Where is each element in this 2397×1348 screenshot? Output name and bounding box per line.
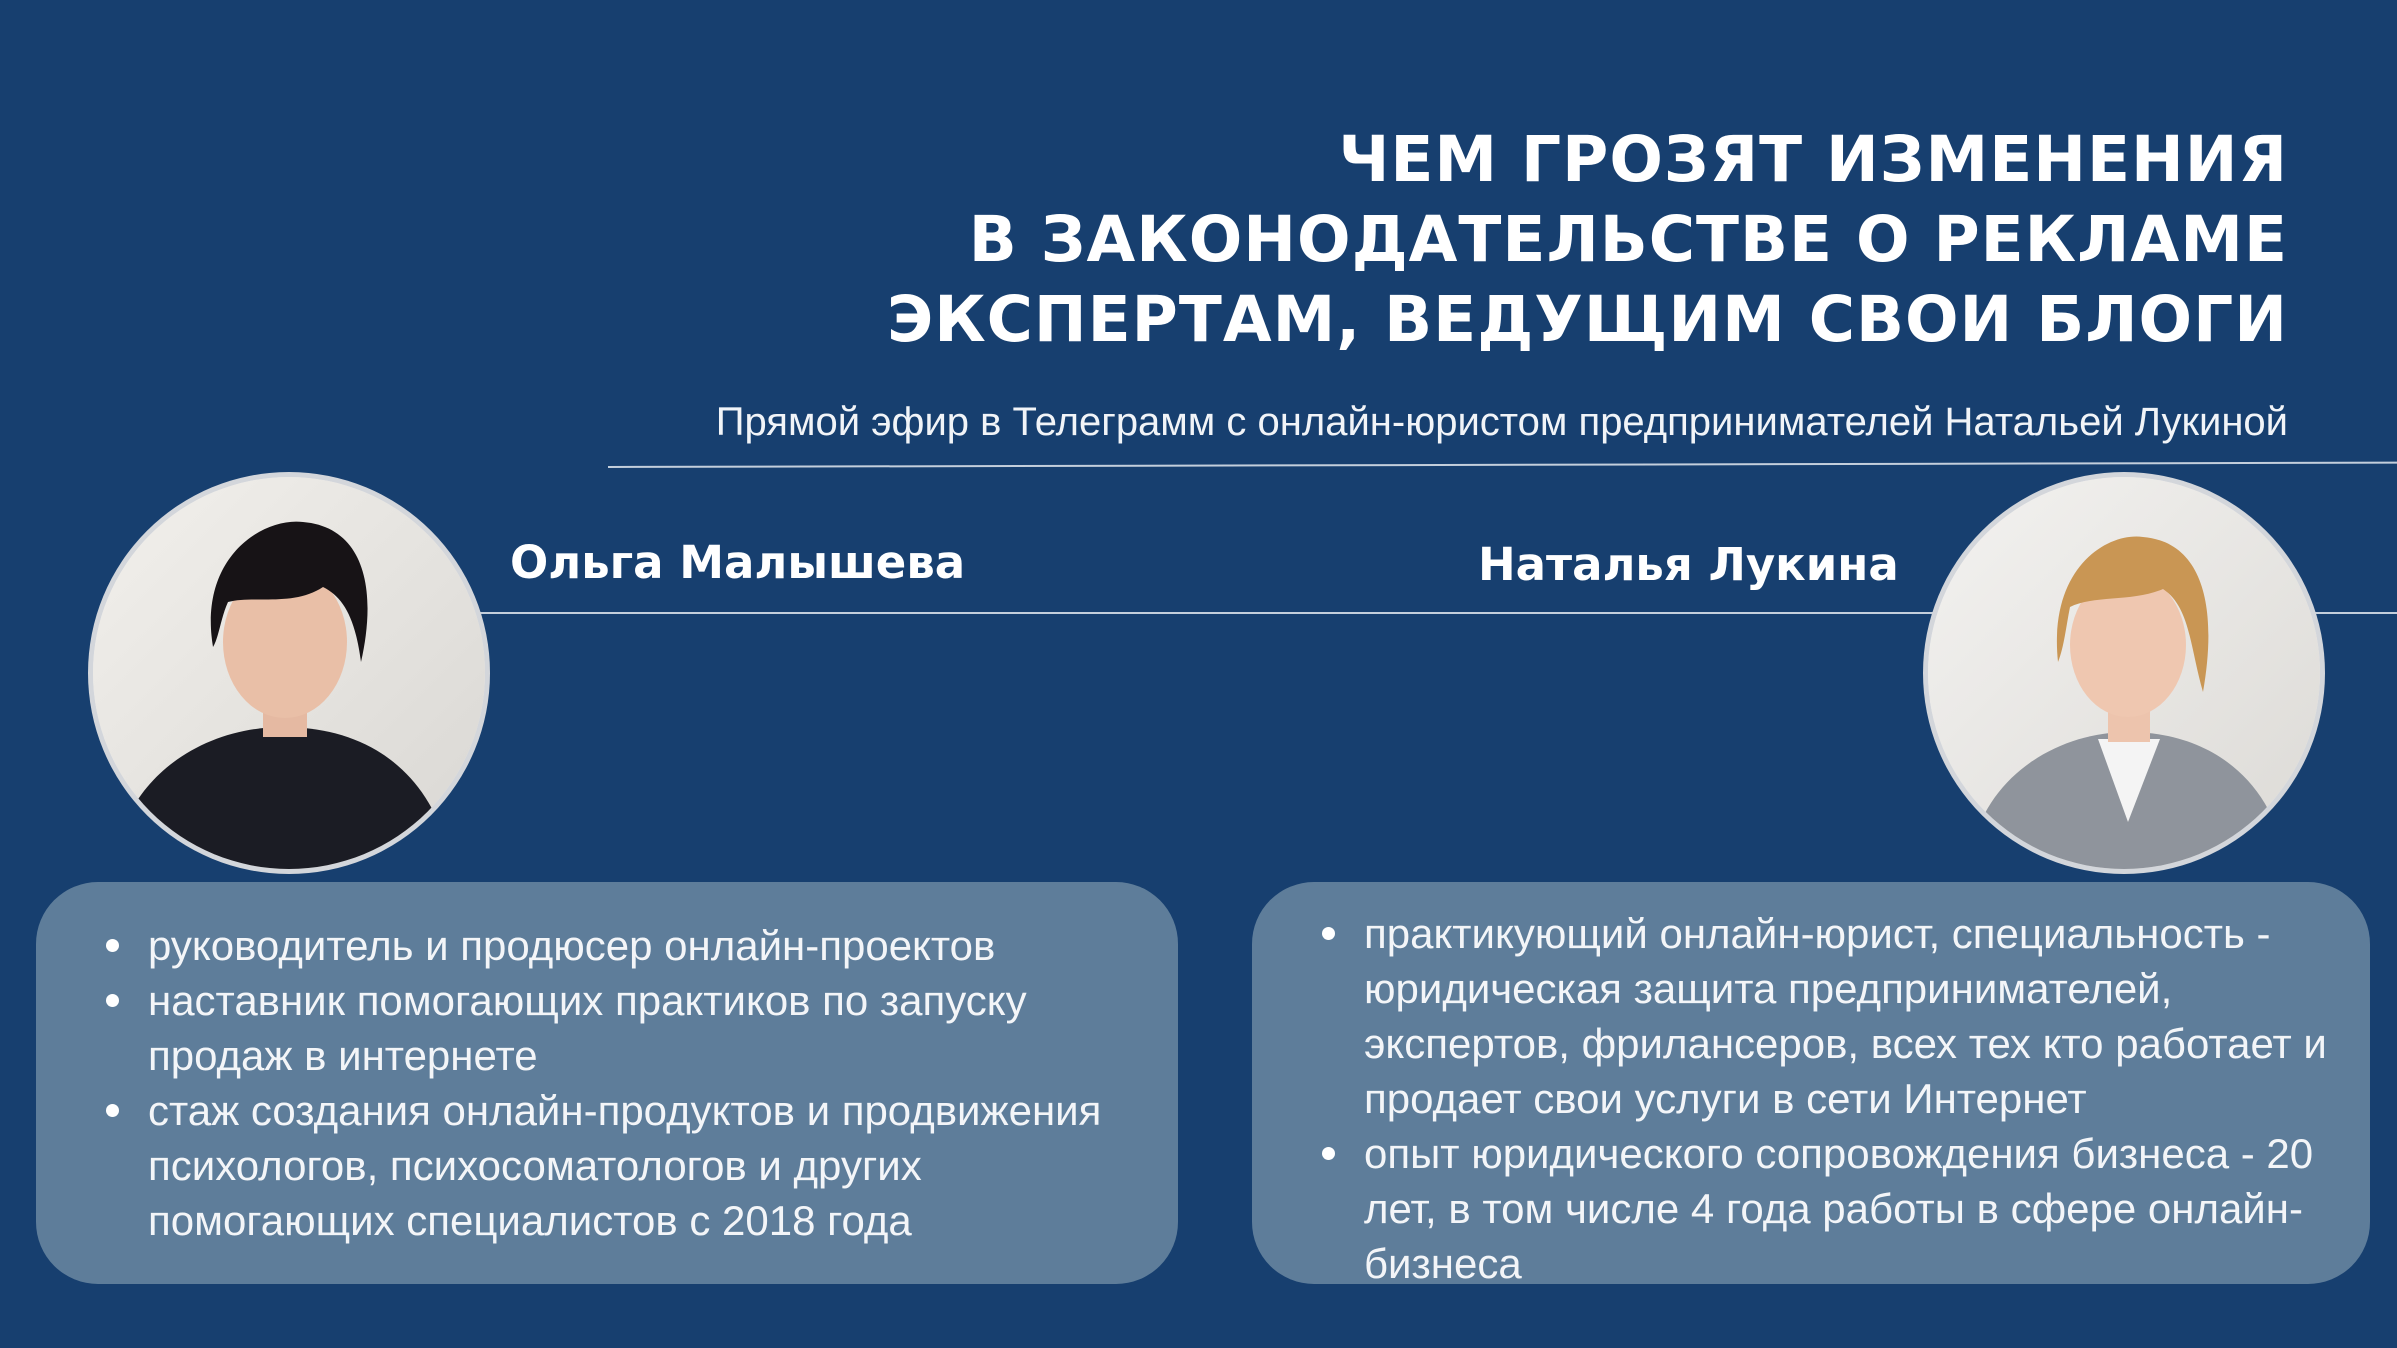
list-item-text: опыт юридического сопровождения бизнеса - 20 лет, в том числе 4 года работы в сфере онлайн-бизнеса <box>1364 1130 2314 1287</box>
list-item-text: стаж создания онлайн-продуктов и продвижения психологов, психосоматологов и других помогающих специалистов с 2018 года <box>148 1087 1102 1244</box>
speaker-right-card <box>1252 882 2370 1287</box>
portrait-photo-icon <box>1928 477 2320 869</box>
list-item <box>72 918 1138 973</box>
bullet-icon <box>1322 1147 1335 1160</box>
speaker-left-name: Ольга Малышева <box>510 536 966 589</box>
headline-line-1: ЧЕМ ГРОЗЯТ ИЗМЕНЕНИЯ <box>1338 123 2288 196</box>
headline-line-2: В ЗАКОНОДАТЕЛЬСТВЕ О РЕКЛАМЕ <box>968 203 2288 276</box>
bullet-icon <box>106 994 119 1007</box>
speaker-right-photo <box>1928 477 2320 869</box>
list-item <box>72 1083 1138 1248</box>
list-item <box>72 973 1138 1083</box>
headline <box>788 120 2288 360</box>
speaker-left-points <box>72 918 1138 1248</box>
subtitle: Прямой эфир в Телеграмм с онлайн-юристом предпринимателей Натальей Лукиной <box>715 400 2288 444</box>
speaker-left-photo <box>93 477 485 869</box>
speaker-right-name: Наталья Лукина <box>1478 538 1899 591</box>
portrait-photo-icon <box>93 477 485 869</box>
bullet-icon <box>106 1104 119 1117</box>
bullet-icon <box>1322 927 1335 940</box>
list-item <box>1288 1126 2334 1291</box>
bullet-icon <box>106 939 119 952</box>
list-item <box>1288 906 2334 1126</box>
list-item-text: наставник помогающих практиков по запуску продаж в интернете <box>148 977 1027 1079</box>
divider-top <box>608 462 2397 468</box>
headline-line-3: ЭКСПЕРТАМ, ВЕДУЩИМ СВОИ БЛОГИ <box>886 283 2288 356</box>
list-item-text: практикующий онлайн-юрист, специальность - юридическая защита предпринимателей, экспертов, фрилансеров, всех тех кто работает и продает свои услуги в сети Интернет <box>1364 910 2327 1122</box>
speaker-right-points <box>1288 906 2334 1291</box>
list-item-text: руководитель и продюсер онлайн-проектов <box>148 922 996 969</box>
speaker-left-card <box>36 882 1178 1284</box>
